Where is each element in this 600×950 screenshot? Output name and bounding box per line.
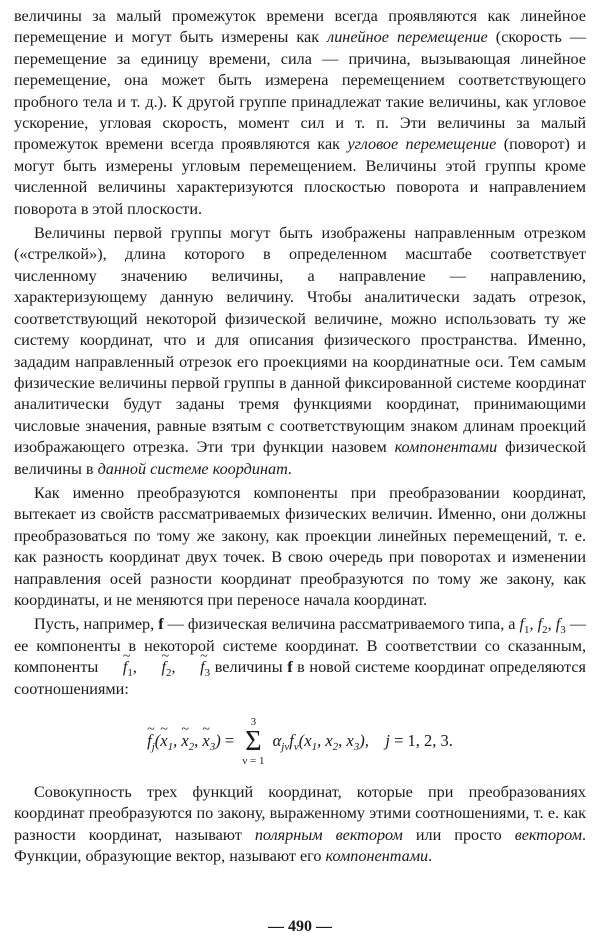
- paragraph-1: величины за малый промежуток времени всегда проявляются как линейное перемещение и могут быть измерены как линейное перемещение (скорость — перемещение за единицу времени, сила — причина, вызывающая линейное перемещение, она может быть измерена перемещением соответствующего пробного тела и т. д.). К другой группе принадлежат такие величины, как угловое ускорение, угловая скорость, момент сил и т. п. Эти величины за малый промежуток времени всегда проявляются как угловое перемещение (поворот) и могут быть измерены угловым перемещением. Величины этой группы кроме численной величины характеризуются плоскостью поворота и направлением поворота в этой плоскости.: [14, 7, 586, 218]
- paragraph-2: Величины первой группы могут быть изображены направленным отрезком («стрелкой»), длина которого в определенном масштабе соответствует численному значению величины, а направление — направлению, характеризующему данную величину. Чтобы аналитически задать отрезок, соответствующий некоторой физической величине, можно использовать ту же систему координат, что и для описания физического пространства. Именно, зададим направленный отрезок его проекциями на координатные оси. Тем самым физические величины первой группы в данной фиксированной системе координат аналитически будут заданы тремя функциями координат, принимающими числовые значения, равные взятым с соответствующим знаком длинам проекций изображающего отрезка. Эти три функции назовем компонентами физической величины в данной системе координат.: [14, 224, 587, 478]
- page-number: — 490 —: [268, 918, 332, 935]
- document-body: [14, 6, 586, 868]
- paragraph-4: Пусть, например, f — физическая величина рассматриваемого типа, а $f_1$, $f_2$, $f_3$ — ее компоненты в некоторой системе координат. В соответствии со сказанным, компоненты ~ $f_1$, ~ $f_2$, ~ $f_3$ величины f в новой системе координат определяются соотношениями:: [14, 614, 586, 700]
- paragraph-5: Совокупность трех функций координат, которые при преобразованиях координат преобразуются по закону, выраженному этими соотношениями, т. е. как разности координат, называют полярным вектором или просто вектором. Функции, образующие вектор, называют его компонентами.: [14, 783, 587, 866]
- summation-symbol: 3 Σ ν = 1: [242, 716, 265, 767]
- formula-condition: j = 1, 2, 3.: [385, 730, 453, 750]
- transformation-formula: ~ $f_j(\sim$ $x_1$, ~ $x_2$, ~ $x_3$) = 3 Σ ν = 1 $\alpha_{j\nu}f_\nu(x_1$, $x_2$, $x_3$), j = 1, 2, 3.: [14, 716, 586, 768]
- paragraph-3: Как именно преобразуются компоненты при преобразовании координат, вытекает из свойств рассматриваемых физических величин. Именно, они должны преобразоваться по тому же закону, как проекции линейных перемещений, т. е. как разность координат двух точек. В свою очередь при поворотах и изменении направления осей разности координат преобразуются по тому же закону, как координаты, и не меняются при переносе начала координат.: [14, 483, 586, 609]
